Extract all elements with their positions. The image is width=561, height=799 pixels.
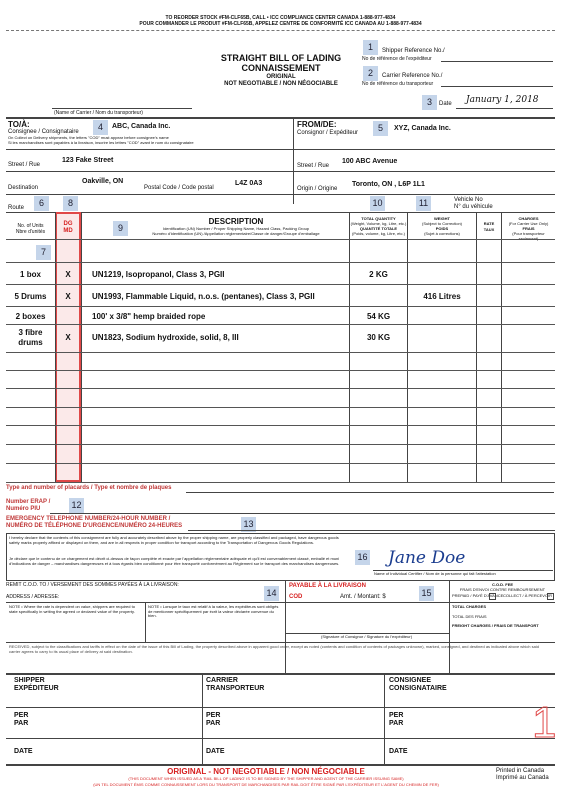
row-3-quantity[interactable]: 54 KG	[366, 312, 391, 321]
field-marker-16: 16	[355, 550, 370, 565]
field-marker-12: 12	[69, 498, 84, 513]
from-street-label: Street / Rue	[297, 163, 330, 169]
vehicle-label-fr: N° du véhicule	[454, 204, 493, 210]
consignor-signature-label: (Signature of Consignor / Signature du l'expéditeur)	[321, 634, 413, 639]
col-units-header-fr: Nbre d'unités	[15, 229, 46, 235]
footer-note-fr: (UN TEL DOCUMENT ÉMIS COMME CONNAISSEMENT LORS DU TRANSPORT DE MARCHANDISES PAR RAIL DOIT ÊTRE SIGNÉ PAR L'EXPÉDITEUR ET L'AGENT DU CHEMIN DE FER)	[93, 782, 439, 787]
col-qty-sub: (Weight, Volume, kg, Litre, etc.)	[350, 221, 407, 226]
carrier-name-field[interactable]	[52, 108, 192, 109]
consignee-par-label: PAR	[389, 720, 404, 727]
field-marker-14: 14	[264, 586, 279, 601]
consignee-per-label: PER	[389, 712, 404, 719]
field-marker-11: 11	[416, 196, 431, 211]
date-field	[456, 108, 553, 109]
col-weight-header: WEIGHT	[434, 216, 450, 221]
form-not-negotiable: NOT NEGOTIABLE / NON NÉGOCIABLE	[224, 81, 338, 87]
remit-cod-label: REMIT C.O.D. TO / VERSEMENT DES SOMMES PAYÉES À LA LIVRAISON:	[6, 582, 179, 588]
to-street-value[interactable]: 123 Fake Street	[62, 157, 114, 164]
row-2-weight[interactable]: 416 Litres	[423, 292, 461, 301]
terms-fine-print: RECEIVED, subject to the classifications and tariffs in effect on the date of the issue of this Bill of Lading, the property described above in apparent good order, except as noted (contents and condition of contents of packages unknown), marked, consigned, and destined as indicated above which said carrier agrees to carry to its usual place of delivery at said destination.	[9, 644, 539, 654]
col-qty-header-fr: QUANTITÉ TOTALE	[359, 226, 398, 231]
carrier-name-label: (Name of Carrier / Nom du transporteur)	[54, 110, 143, 116]
reorder-line-en: TO REORDER STOCK #FM-CLF65B, CALL • ICC COMPLIANCE CENTER CANADA 1-888-977-4834	[165, 15, 396, 21]
field-marker-3: 3	[422, 95, 437, 110]
col-charges-header: CHARGES	[518, 216, 539, 221]
declaration-en: I hereby declare that the contents of this consignment are fully and accurately described above by the proper shipping name, are properly classified and packaged, have dangerous goods safety marks properly affixed or displayed on them, and are in all respects in proper condition for transport according to the Transportation of Dangerous Goods Regulations.	[9, 535, 339, 545]
col-desc-header: DESCRIPTION	[208, 217, 264, 226]
consignor-value[interactable]: XYZ, Canada Inc.	[394, 125, 451, 132]
field-marker-8: 8	[63, 196, 78, 211]
col-qty-sub-fr: (Poids, volume, kg, Litre, etc.)	[352, 231, 405, 236]
row-4-units[interactable]: 3 fibre drums	[18, 328, 43, 347]
from-heading: FROM/DE:	[297, 120, 337, 129]
col-charges-header-fr: FRAIS	[522, 226, 535, 231]
field-marker-1: 1	[363, 40, 378, 55]
emergency-field[interactable]	[188, 530, 555, 531]
field-marker-7: 7	[36, 245, 51, 260]
erap-field[interactable]	[50, 513, 555, 514]
route-label: Route	[8, 205, 25, 211]
consignee-value[interactable]: ABC, Canada Inc.	[112, 123, 171, 130]
row-4-dg-mark[interactable]: X	[65, 333, 71, 342]
collect-label: COLLECT / À PERCEVOIR	[503, 593, 553, 598]
row-2-dg-mark[interactable]: X	[65, 292, 71, 301]
col-desc-sub-fr: Numéro d'identification (UN) /Appellation réglementaire/Classe de danger/Groupe d'emballage	[152, 231, 320, 236]
cod-fee-label: C.O.D. FEE	[491, 582, 514, 587]
col-rate-header: RATE	[483, 221, 495, 226]
total-charges-label: TOTAL CHARGES	[452, 604, 487, 609]
total-frais-label: TOTAL DES FRAIS	[452, 614, 487, 619]
carrier-label: CARRIER	[206, 677, 238, 684]
footer-note-en: (THIS DOCUMENT WHEN ISSUED AS A 'RAIL BILL OF LADING' IS TO BE SIGNED BY THE SHIPPER AND AGENT OF THE CARRIER ISSUING SAME)	[128, 776, 404, 781]
shipper-per-label: PER	[14, 712, 29, 719]
cod-note-fr: Si les marchandises sont payables à la livraison, inscrire les lettres "COD" avant le nom du consignataire	[8, 140, 194, 145]
carrier-ref-label-fr: No de référence du transporteur	[362, 81, 434, 87]
cod-fee-label-fr: FRAIS D'ENVOI CONTRE REMBOURSEMENT	[459, 587, 546, 592]
field-marker-13: 13	[241, 517, 256, 532]
vehicle-label: Vehicle No	[454, 197, 483, 203]
carrier-par-label: PAR	[206, 720, 221, 727]
cod-amount-label: Amt. / Montant: $	[340, 594, 386, 600]
col-desc-sub: Identification (UN) Number / Proper Shipping Name, Hazard Class, Packing Group	[162, 226, 310, 231]
origin-value[interactable]: Toronto, ON , L6P 1L1	[352, 181, 425, 188]
emergency-label: EMERGENCY TELEPHONE NUMBER/24-HOUR NUMBER /	[6, 516, 171, 522]
carrier-per-label: PER	[206, 712, 221, 719]
row-4-description[interactable]: UN1823, Sodium hydroxide, solid, 8, III	[92, 333, 239, 342]
field-marker-4: 4	[93, 120, 108, 135]
printed-in-canada: Printed in Canada	[496, 768, 545, 774]
postal-code-value[interactable]: L4Z 0A3	[235, 180, 263, 187]
field-marker-6: 6	[34, 196, 49, 211]
declaration-fr: Je déclare que le contenu de ce chargement est décrit ci-dessus de façon complète et exacte par l'appellation réglementaire adéquate et qu'il est convenablement classé, emballé et muni d'indications de danger – marchandises dangereuses et à tous égards bien conditionné pour être transporté conformément au Règlement sur le transport des marchandises dangereuses.	[9, 556, 340, 566]
emergency-label-fr: NUMÉRO DE TÉLÉPHONE D'URGENCE/NUMÉRO 24-HEURES	[6, 523, 183, 529]
form-title: STRAIGHT BILL OF LADING	[220, 53, 342, 63]
consignee-per-field[interactable]	[384, 738, 555, 739]
erap-label-fr: Numéro PIU	[6, 506, 41, 512]
col-charges-sub-fr: (Pour transporteur seulement)	[512, 231, 545, 241]
carrier-name-sign-field[interactable]	[202, 707, 384, 708]
field-marker-2: 2	[363, 66, 378, 81]
row-2-units[interactable]: 5 Drums	[14, 292, 47, 301]
prepaid-label: PREPAID / PAYÉ D'AVANCE	[452, 593, 504, 598]
carrier-ref-field[interactable]	[441, 86, 553, 87]
certifier-name-label: Name of Individual Certifier / Nom de la personne qui fait l'attestation	[374, 571, 496, 576]
cod-label: COD	[289, 594, 303, 600]
shipper-label: SHIPPER	[14, 677, 45, 684]
form-title-fr: CONNAISSEMENT	[241, 63, 321, 73]
imprime-au-canada: Imprimé au Canada	[496, 775, 549, 781]
col-charges-sub: (For Carrier Use Only)	[508, 221, 549, 226]
col-md-header: MD	[63, 228, 73, 234]
shipper-per-field[interactable]	[6, 738, 202, 739]
destination-value[interactable]: Oakville, ON	[82, 178, 124, 185]
field-marker-10: 10	[370, 196, 385, 211]
footer-original: ORIGINAL - NOT NEGOTIABLE / NON NÉGOCIABLE	[167, 767, 365, 776]
row-4-quantity[interactable]: 30 KG	[366, 333, 391, 342]
date-value[interactable]: January 1, 2018	[466, 95, 539, 105]
collect-checkbox[interactable]	[547, 593, 554, 600]
col-weight-sub-fr: (Sujet à corrections)	[424, 231, 460, 236]
form-original: ORIGINAL	[266, 74, 296, 80]
carrier-ref-label: Carrier Reference No./	[382, 73, 443, 79]
col-dg-header: DG	[63, 221, 73, 227]
consignor-label: Consignor / Expéditeur	[297, 130, 359, 136]
origin-label: Origin / Origine	[297, 186, 338, 192]
placards-label: Type and number of placards / Type et nombre de plaques	[6, 485, 172, 491]
consignee-date-label: DATE	[389, 748, 408, 755]
value-note-en: NOTE • Where the rate is dependent on value, shippers are required to state specifically in writing the agreed or declared value of the property.	[9, 604, 135, 614]
consignee-sign-label: CONSIGNEE	[389, 677, 432, 684]
cut-line	[6, 30, 555, 31]
field-marker-9: 9	[113, 221, 128, 236]
row-1-quantity[interactable]: 2 KG	[369, 270, 388, 279]
shipper-name-field[interactable]	[6, 707, 202, 708]
shipper-date-label: DATE	[14, 748, 33, 755]
copy-number: 1	[532, 698, 557, 747]
carrier-per-field[interactable]	[202, 738, 384, 739]
shipper-ref-label-fr: No de référence de l'expéditeur	[362, 56, 432, 62]
erap-label: Number ERAP /	[6, 499, 51, 505]
cod-note-en: On Collect on Delivery shipments, the letters "COD" must appear before consignee's name	[8, 135, 169, 140]
certifier-signature[interactable]: Jane Doe	[388, 548, 466, 568]
row-3-units[interactable]: 2 boxes	[15, 312, 46, 321]
dangerous-goods-column	[55, 212, 81, 482]
date-label: Date	[439, 101, 452, 107]
consignee-name-field[interactable]	[384, 707, 555, 708]
col-qty-header: TOTAL QUANTITY	[361, 216, 396, 221]
value-note-fr: NOTE • Lorsque le taux est relatif à la valeur, les expéditeurs sont obligés de mentionner spécifiquement par écrit la valeur déclarée convenue du bien.	[148, 604, 279, 619]
col-units-header: No. of Units	[17, 223, 44, 229]
col-weight-sub: (Subject to Correction)	[421, 221, 462, 226]
row-3-description[interactable]: 100' x 3/8" hemp braided rope	[92, 312, 206, 321]
destination-label: Destination	[8, 185, 39, 191]
placards-field[interactable]	[186, 492, 554, 493]
shipper-ref-field[interactable]	[441, 61, 553, 62]
consignee-sign-label-fr: CONSIGNATAIRE	[389, 685, 447, 692]
consignee-label: Consignee / Consignataire	[8, 129, 79, 135]
row-1-units[interactable]: 1 box	[20, 270, 41, 279]
field-marker-15: 15	[419, 586, 434, 601]
col-weight-header-fr: POIDS	[435, 226, 449, 231]
bill-of-lading-form	[6, 4, 555, 795]
row-1-description[interactable]: UN1219, Isopropanol, Class 3, PGII	[92, 270, 225, 279]
to-street-label: Street / Rue	[8, 162, 41, 168]
from-street-value[interactable]: 100 ABC Avenue	[342, 158, 398, 165]
prepaid-checkbox[interactable]	[489, 593, 496, 600]
row-2-description[interactable]: UN1993, Flammable Liquid, n.o.s. (pentanes), Class 3, PGII	[92, 292, 315, 301]
col-rate-header-fr: TAUX	[483, 227, 495, 232]
carrier-label-fr: TRANSPORTEUR	[206, 685, 265, 692]
freight-charges-label: FREIGHT CHARGES / FRAIS DE TRANSPORT	[452, 623, 539, 628]
shipper-ref-label: Shipper Reference No./	[382, 48, 445, 54]
shipper-par-label: PAR	[14, 720, 29, 727]
reorder-line-fr: POUR COMMANDER LE PRODUIT #FM-CLF65B, APPELEZ CENTRE DE CONFORMITÉ ICC CANADA AU 1-888-977-4834	[139, 21, 422, 27]
carrier-date-label: DATE	[206, 748, 225, 755]
shipper-label-fr: EXPÉDITEUR	[14, 685, 59, 692]
postal-code-label: Postal Code / Code postal	[144, 185, 214, 191]
address-label: ADDRESS / ADRESSE:	[6, 594, 60, 600]
to-heading: TO/À:	[8, 120, 30, 129]
payable-label: PAYABLE À LA LIVRAISON	[289, 583, 366, 589]
field-marker-5: 5	[373, 121, 388, 136]
row-1-dg-mark[interactable]: X	[65, 270, 71, 279]
